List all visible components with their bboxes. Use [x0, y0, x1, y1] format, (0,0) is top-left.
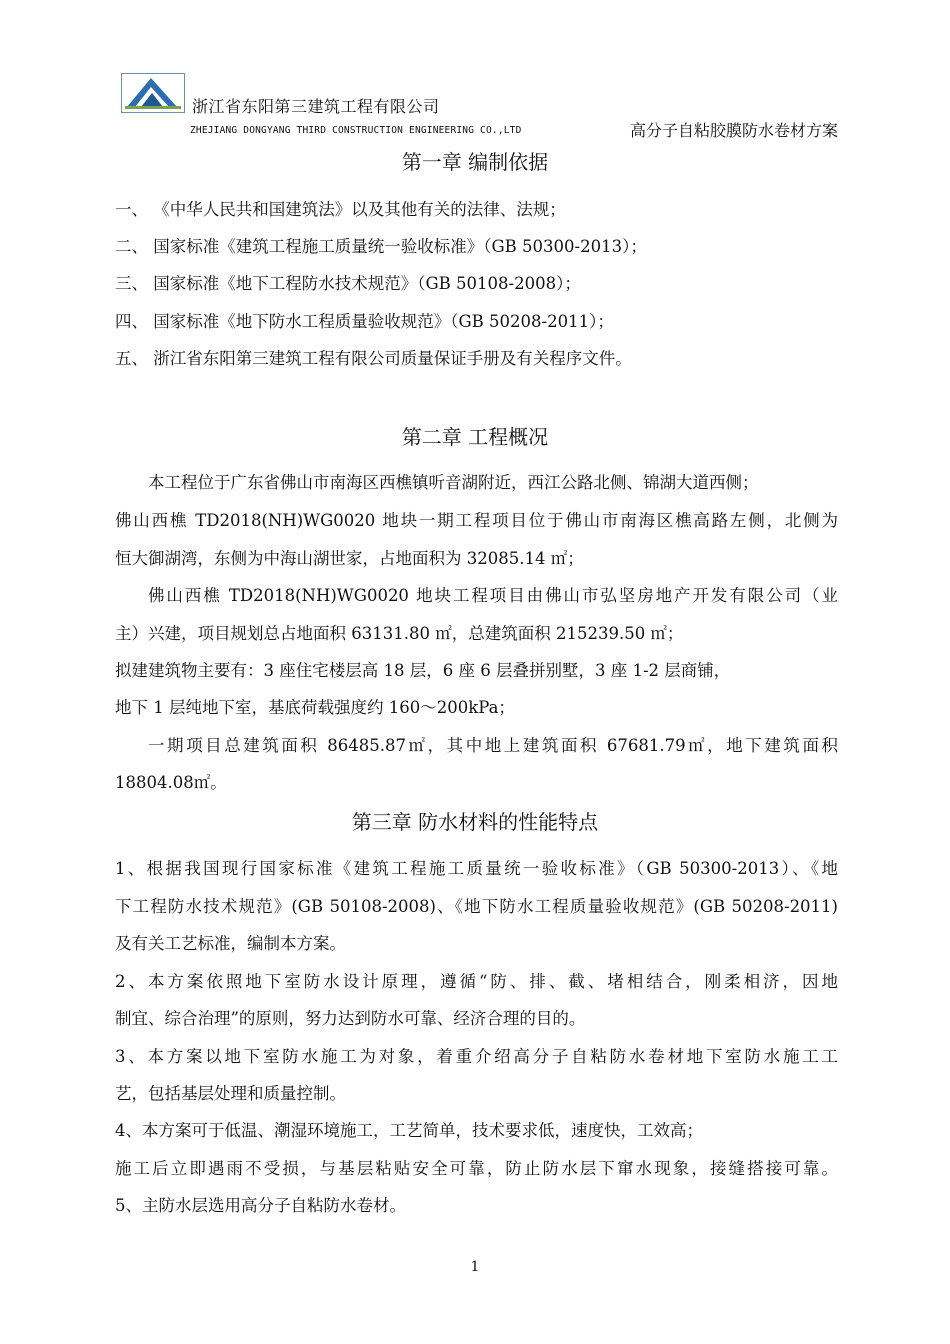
materials-line-5: 制宜、综合治理”的原则，努力达到防水可靠、经济合理的目的。	[115, 1009, 586, 1028]
overview-line-6: 拟建建筑物主要有：3 座住宅楼层高 18 层，6 座 6 层叠拼别墅，3 座 1-2 层商铺，	[115, 661, 731, 680]
overview-line-3: 恒大御湖湾，东侧为中海山湖世家，占地面积为 32085.14 ㎡；	[115, 549, 584, 568]
overview-line-2: 佛山西樵 TD2018(NH)WG0020 地块一期工程项目位于佛山市南海区樵高路左侧，北侧为	[115, 511, 838, 530]
materials-line-9: 施工后立即遇雨不受损，与基层粘贴安全可靠，防止防水层下窜水现象，接缝搭接可靠。	[115, 1159, 838, 1178]
company-name-cn: 浙江省东阳第三建筑工程有限公司	[192, 97, 440, 116]
materials-line-1: 1、根据我国现行国家标准《建筑工程施工质量统一验收标准》（GB 50300-2013）、《地	[115, 859, 838, 878]
overview-line-8: 一期项目总建筑面积 86485.87㎡，其中地上建筑面积 67681.79㎡，地下建筑面积	[148, 736, 838, 755]
materials-line-2: 下工程防水技术规范》(GB 50108-2008)、《地下防水工程质量验收规范》(GB 50208-2011)	[115, 897, 838, 916]
chapter-2-title: 第二章 工程概况	[401, 425, 549, 449]
page-number: 1	[470, 1259, 480, 1275]
overview-line-1: 本工程位于广东省佛山市南海区西樵镇听音湖附近，西江公路北侧、锦湖大道西侧；	[148, 473, 759, 492]
document-title: 高分子自粘胶膜防水卷材方案	[629, 121, 838, 140]
materials-line-4: 2、本方案依照地下室防水设计原理，遵循“防、排、截、堵相结合，刚柔相济，因地	[115, 972, 838, 991]
chapter-3-title: 第三章 防水材料的性能特点	[351, 810, 599, 834]
materials-line-10: 5、主防水层选用高分子自粘防水卷材。	[115, 1196, 406, 1215]
overview-line-5: 主）兴建，项目规划总占地面积 63131.80 ㎡，总建筑面积 215239.50 ㎡；	[115, 624, 684, 643]
overview-line-7: 地下 1 层纯地下室，基底荷载强度约 160～200kPa；	[115, 698, 515, 717]
triangle-mountain-logo-icon	[121, 73, 185, 113]
basis-item-5: 五、 浙江省东阳第三建筑工程有限公司质量保证手册及有关程序文件。	[115, 349, 632, 368]
overview-line-4: 佛山西樵 TD2018(NH)WG0020 地块工程项目由佛山市弘坚房地产开发有限公司（业	[148, 586, 838, 605]
materials-line-7: 艺，包括基层处理和质量控制。	[115, 1084, 346, 1103]
basis-item-4: 四、 国家标准《地下防水工程质量验收规范》（GB 50208-2011）；	[115, 312, 614, 331]
materials-line-8: 4、本方案可于低温、潮湿环境施工，工艺简单，技术要求低，速度快，工效高；	[115, 1121, 703, 1140]
company-logo	[121, 73, 185, 113]
overview-line-9: 18804.08㎡。	[115, 773, 227, 792]
basis-item-2: 二、 国家标准《建筑工程施工质量统一验收标准》（GB 50300-2013）；	[115, 237, 647, 256]
basis-item-3: 三、 国家标准《地下工程防水技术规范》（GB 50108-2008）；	[115, 274, 581, 293]
basis-item-1: 一、 《中华人民共和国建筑法》以及其他有关的法律、法规；	[115, 200, 566, 219]
materials-line-3: 及有关工艺标准，编制本方案。	[115, 934, 346, 953]
materials-line-6: 3、本方案以地下室防水施工为对象，着重介绍高分子自粘防水卷材地下室防水施工工	[115, 1047, 838, 1066]
chapter-1-title: 第一章 编制依据	[401, 150, 549, 174]
company-name-en: ZHEJIANG DONGYANG THIRD CONSTRUCTION ENGINEERING CO.,LTD	[190, 125, 522, 136]
